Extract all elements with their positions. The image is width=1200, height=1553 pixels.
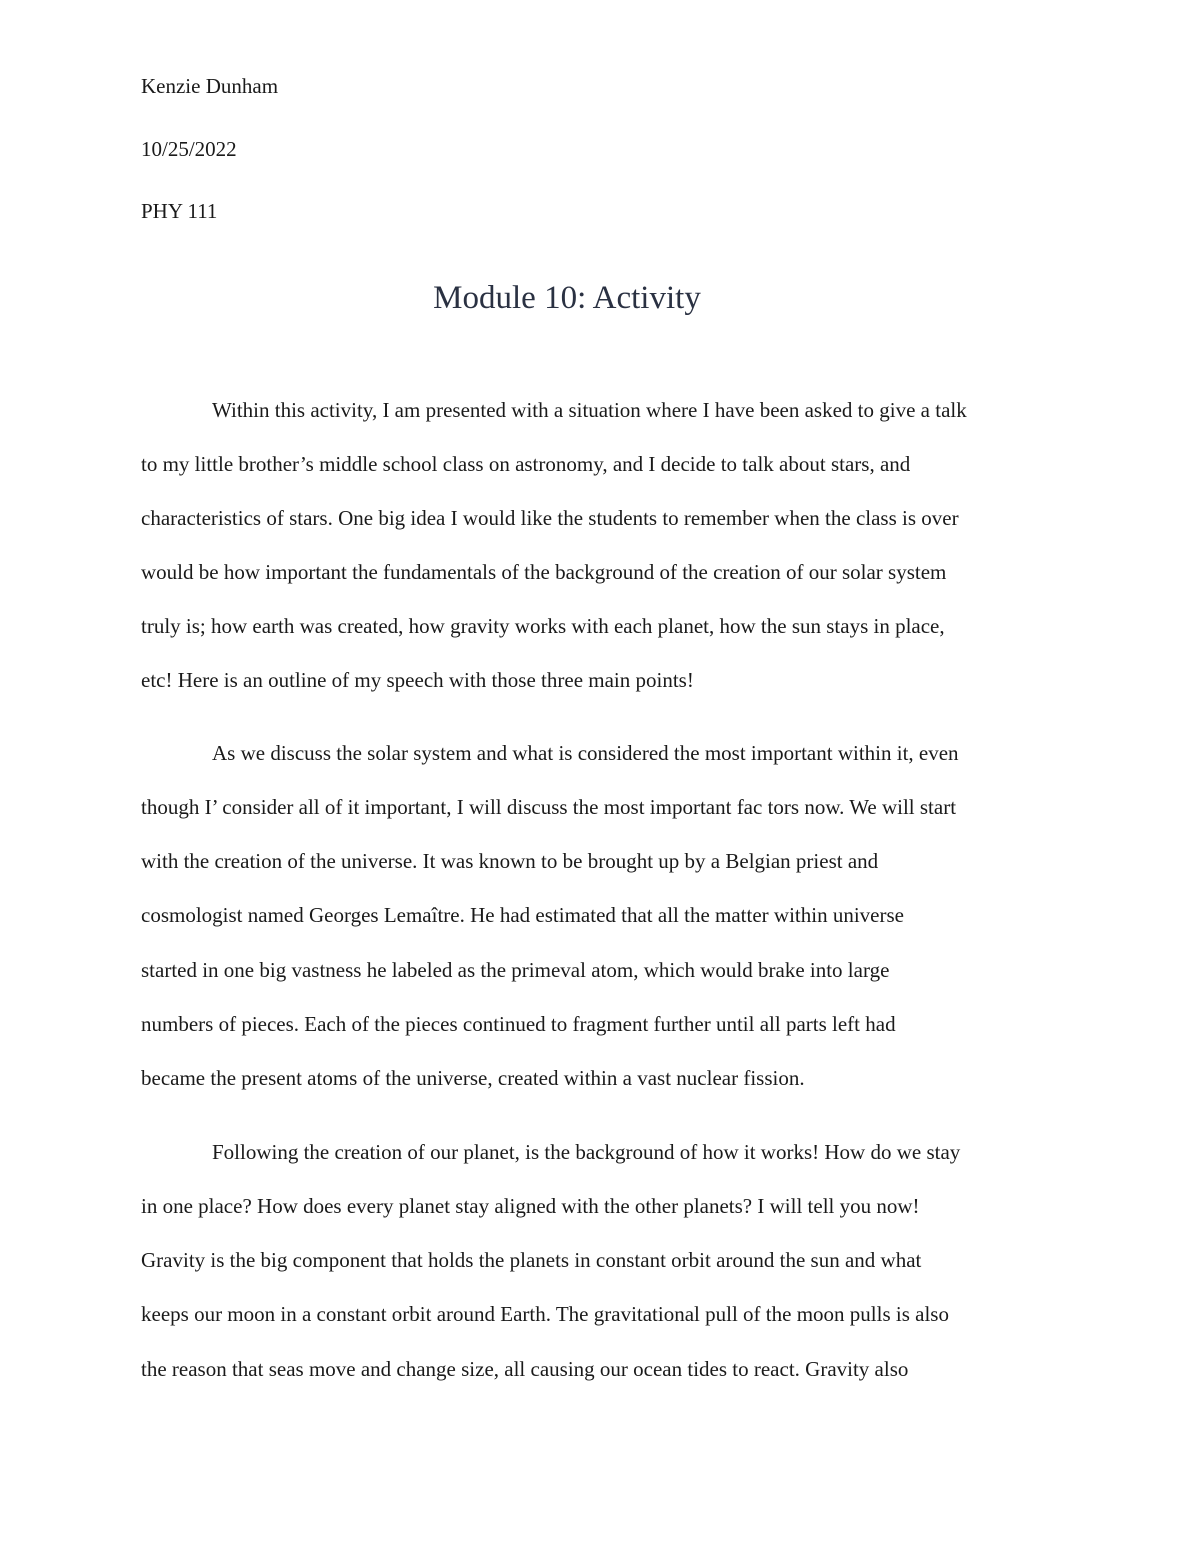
paragraph-3-line-4: keeps our moon in a constant orbit around Earth. The gravitational pull of the moon pulls is also [141, 1302, 949, 1326]
paragraph-2-line-6: numbers of pieces. Each of the pieces continued to fragment further until all parts left had [141, 1012, 896, 1036]
page-title: Module 10: Activity [433, 280, 701, 316]
paragraph-1-line-3: characteristics of stars. One big idea I would like the students to remember when the class is over [141, 506, 959, 530]
paragraph-1-line-2: to my little brother’s middle school class on astronomy, and I decide to talk about stars, and [141, 452, 911, 476]
author-name: Kenzie Dunham [141, 74, 279, 98]
paragraph-2-line-7: became the present atoms of the universe, created within a vast nuclear fission. [141, 1066, 805, 1090]
paragraph-2-line-4: cosmologist named Georges Lemaître. He had estimated that all the matter within universe [141, 903, 904, 927]
paragraph-3-line-1: Following the creation of our planet, is the background of how it works! How do we stay [212, 1140, 961, 1164]
paragraph-1-line-5: truly is; how earth was created, how gravity works with each planet, how the sun stays in place, [141, 614, 945, 638]
paragraph-3-line-3: Gravity is the big component that holds the planets in constant orbit around the sun and what [141, 1248, 922, 1272]
paragraph-2-line-1: As we discuss the solar system and what is considered the most important within it, even [212, 741, 959, 765]
paragraph-3-line-5: the reason that seas move and change size, all causing our ocean tides to react. Gravity also [141, 1357, 909, 1381]
paragraph-2-line-2: though I’ consider all of it important, I will discuss the most important fac tors now. We will start [141, 795, 957, 819]
paragraph-1-line-1: Within this activity, I am presented with a situation where I have been asked to give a talk [212, 398, 967, 422]
paragraph-1-line-6: etc! Here is an outline of my speech with those three main points! [141, 668, 694, 692]
paragraph-2-line-5: started in one big vastness he labeled as the primeval atom, which would brake into large [141, 958, 890, 982]
paragraph-2-line-3: with the creation of the universe. It was known to be brought up by a Belgian priest and [141, 849, 879, 873]
document-date: 10/25/2022 [141, 137, 237, 161]
paragraph-3-line-2: in one place? How does every planet stay aligned with the other planets? I will tell you now! [141, 1194, 920, 1218]
paragraph-1-line-4: would be how important the fundamentals of the background of the creation of our solar system [141, 560, 947, 584]
course-code: PHY 111 [141, 199, 218, 223]
